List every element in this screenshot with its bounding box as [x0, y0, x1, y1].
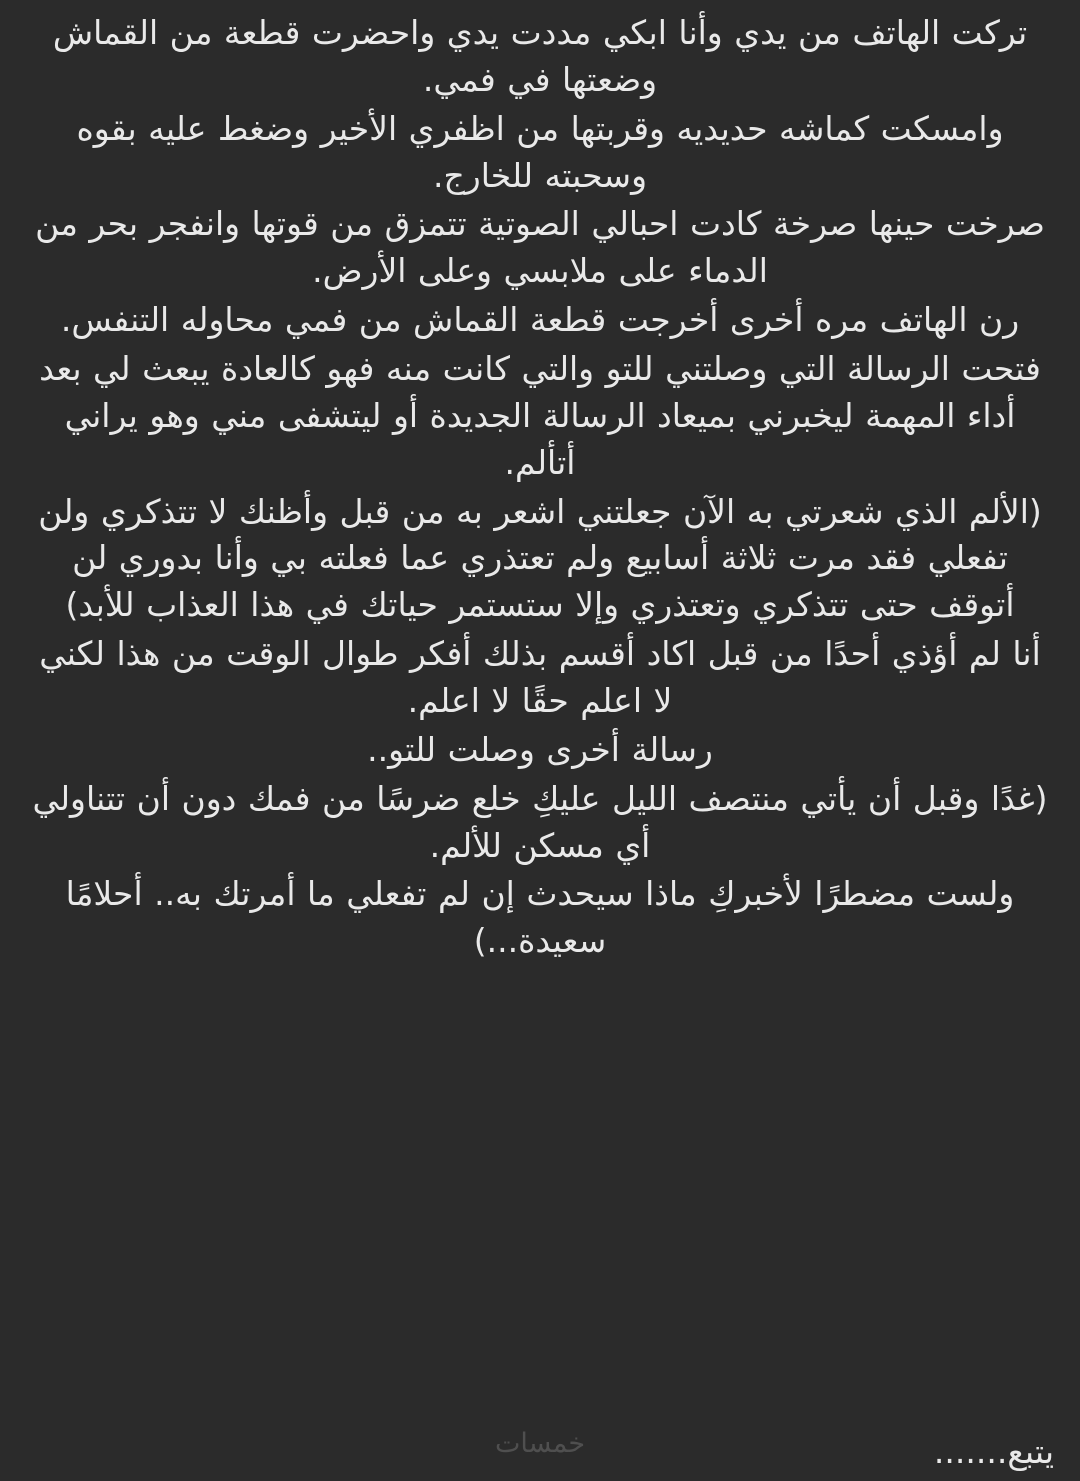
- story-paragraph: صرخت حينها صرخة كادت احبالي الصوتية تتمزق من قوتها وانفجر بحر من الدماء على ملابسي وعلى الأرض.: [35, 204, 1045, 291]
- story-paragraph: تركت الهاتف من يدي وأنا ابكي مددت يدي واحضرت قطعة من القماش وضعتها في فمي.: [52, 13, 1028, 99]
- story-paragraph: رسالة أخرى وصلت للتو..: [367, 729, 713, 769]
- story-text-body: [26, 10, 1054, 1481]
- page-footer: [26, 1413, 1054, 1473]
- story-paragraph: أنا لم أؤذي أحدًا من قبل اكاد أقسم بذلك أفكر طوال الوقت من هذا لكني لا اعلم حقًا لا اعلم.: [39, 634, 1041, 721]
- story-paragraph: (الألم الذي شعرتي به الآن جعلتني اشعر به من قبل وأظنك لا تتذكري ولن تفعلي فقد مرت ثلاثة أسابيع ولم تعتذري عما فعلته بي وأنا بدوري لن أتوقف حتى تتذكري وتعتذري وإلا ستستمر حياتك في هذا العذاب للأبد): [38, 491, 1042, 625]
- continuation-label: يتبع.......: [933, 1432, 1054, 1471]
- story-paragraph: رن الهاتف مره أخرى أخرجت قطعة القماش من فمي محاوله التنفس.: [60, 300, 1020, 340]
- story-paragraph: ولست مضطرًا لأخبركِ ماذا سيحدث إن لم تفعلي ما أمرتك به.. أحلامًا سعيدة...): [65, 874, 1015, 961]
- story-paragraph: فتحت الرسالة التي وصلتني للتو والتي كانت منه فهو كالعادة يبعث لي بعد أداء المهمة ليخبرني بميعاد الرسالة الجديدة أو ليتشفى مني وهو يراني أتألم.: [39, 349, 1041, 482]
- story-paragraph: (غدًا وقبل أن يأتي منتصف الليل عليكِ خلع ضرسًا من فمك دون أن تتناولي أي مسكن للألم.: [32, 778, 1048, 865]
- watermark-logo: خمسات: [494, 1428, 586, 1459]
- story-paragraph: وامسكت كماشه حديديه وقربتها من اظفري الأخير وضغط عليه بقوه وسحبته للخارج.: [76, 108, 1004, 195]
